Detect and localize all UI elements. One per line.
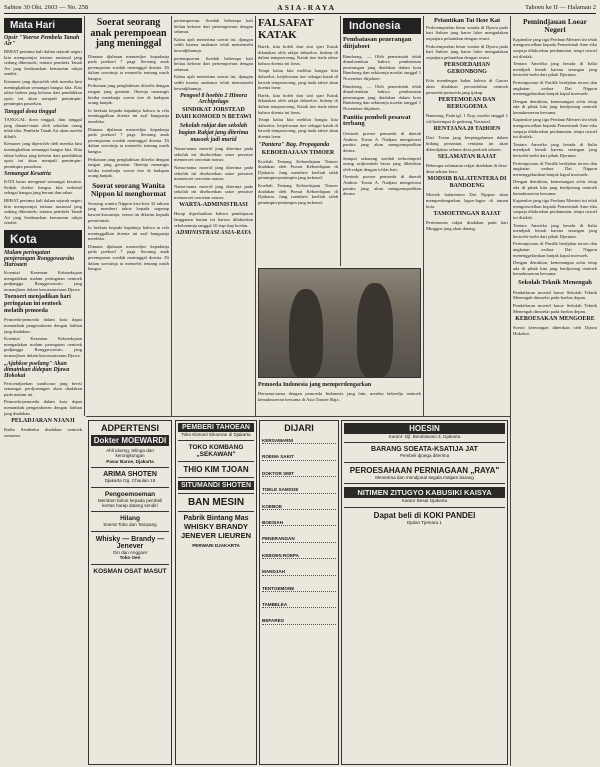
article-text: Perkoempoelan besar wanita di Djawa pada hari Sabtoe jang baroe laloe mengadakan oepatjara pelantikan dengan resmi.: [426, 24, 508, 41]
article-text: Tentara Amerika jang berada di Italia mendjadi lemah karena serangan jang bertoebi-toebi dari pihak Djerman.: [513, 61, 597, 78]
ad-pemberi-tahoean: PEMBERI TAHOEAN: [178, 423, 254, 432]
article-text: Pertemoean rakjat diadakan pada hari Minggoe jang akan datang.: [426, 220, 508, 231]
article-text: Koemiai Kesenian Keboedajaan mengadakan malam peringatan oentoek pudjangga Ronggowarsito jang termasjhoer dalam kesoesasteraan Djawa.: [4, 336, 82, 358]
subhead: PELADJARAN NJANJI: [11, 418, 75, 425]
column-4: [258, 18, 338, 266]
article-text: pertempoeran. Soedah beberapa kali beliau keloear dari pertempoeran dengan selamat.: [174, 55, 253, 72]
subhead: KEBOEDAJAAN TIMOER: [261, 149, 335, 156]
column-1: [4, 18, 82, 764]
page-header: [4, 2, 596, 14]
article-text: Seorang wanita Nippon kira-kira 32 tahoen jang memberi tahoe kepada segenap kawan-kawannja, soerat ini dikirim kepada pemerintah.: [88, 200, 169, 223]
subhead: Sekolah Teknik Menengah: [518, 278, 592, 286]
subhead: Pelantikan Tai Ikoe Kai: [434, 18, 500, 24]
dijari-list-item: KEBOEN ROEPA: [262, 553, 336, 559]
ad-kosman: KOSMAN OSAT MASUT: [93, 567, 167, 575]
article-text: Bantoeng. Pada tgl. 1 Nop. moelai tanggal 1 s/d bertempat di gedoeng Nasional.: [426, 113, 508, 124]
article-text: Bandoeng. — Oleh pemerintah telah dimaloemkan bahwa pembatasan penerangan jang diadakan dalam kota Bandoeng dan sekitarnja moelai tanggal 1 November ditjaboet.: [343, 83, 421, 111]
article-text: Beberapa selamatan rakjat diadakan di desa-desa sekitar kota.: [426, 163, 508, 174]
subhead: PERTEMOEAN DAN RERUGOEMA: [438, 97, 496, 111]
dijari-list-item: ROEMA SAKIT: [262, 454, 336, 460]
article-text: Kaptenloe jang tiga Perdana Menteri ini telah mengoesoelkan kepada Pemerintah Ame-rika soepaja dilakoekan perdamaian, tetapi oesoel ini ditolak.: [513, 117, 597, 140]
article-text: Dengan demikian, kemenangan achir tetap ada di pihak kita jang berdjoeang oentoek kemakmoeran bersama.: [513, 179, 597, 196]
article-text: Koeliah Tentang Keboedajaan Timoer diadakan oleh Poesat Keboedajaan di Djakarta. Jang memberi koeliah ialah pemimpin-pemimpin jang terkenal.: [258, 158, 338, 181]
article-text: Soerat keterangan diberikan oleh Djawa Hokokai.: [513, 325, 597, 336]
subhead: SELAMATAN RAJAT: [437, 154, 497, 161]
article-text: Ia berkata kepada bapaknja bahwa ia rela meninggalkan doenia ini asal bangsanja merdeka.: [88, 107, 169, 125]
article-text: Pertempoeran di Pasifik berdjalan teroes dan angkatan oedara Dai Nippon menenggelamkan banjak kapal moesoeh.: [513, 241, 597, 258]
ad-dokter: Dokter MOEWARDI: [91, 435, 169, 446]
column-5: [343, 18, 421, 266]
column-2: [88, 18, 169, 414]
ad-toko-kombang: TOKO KOMBANG „SEKAWAN": [188, 444, 244, 459]
subhead: Sekolah rakjat dan sekolah bagian Rakjat jang diterima masoek jadi murid: [178, 123, 249, 144]
subhead: KEBOESAKAN MENGOERE: [515, 316, 595, 323]
article-text: Kaptenloe jang tiga Perdana Menteri ini telah mengoesoelkan kepada Pemerintah Ame-rika soepaja dilakoekan perdamaian, tetapi oesoel ini ditolak.: [513, 36, 597, 59]
photo-caption: Pemoeda Indonesia jang memperdengarkan: [258, 382, 372, 388]
article-text: pertempoeran. Soedah beberapa kali beliau keloear dari pertempoeran dengan selamat.: [174, 18, 253, 35]
subhead: Panitia pembeli pesawat terbang: [343, 113, 411, 128]
dijari-list-item: KOEBOE: [262, 504, 336, 510]
article-text: Kemaoer jang diperoleh oleh mereka kini meningkatkan semangat bangsa kita. Kita tahoe bahwa jang keloear dari pendidikan opsir ini akan menjadi pemimpin-pemimpin pasoekan.: [4, 141, 82, 169]
article-text: Pendaftaran moerid baroe Sekolah Teknik Menengah dimoelai pada boelan depan.: [513, 289, 597, 301]
ad-thio-kim: THIO KIM TJOAN: [183, 465, 249, 475]
column-6: [426, 18, 508, 414]
article-text: Bandoeng. — Oleh pemerintah telah dimaloemkan bahwa pembatasan penerangan jang diadakan dalam kota Bandoeng dan sekitarnja moelai tanggal 1 November ditjaboet.: [343, 53, 421, 81]
article-text: Oentoek poeroe pemoeda di daerah Ambon. Toean A. Nadjam mengetoeai panitia jang akan mengoempoelkan derma.: [343, 131, 421, 153]
article-text: BERAT pertama kali dalam sejarah negeri kita mempoenjai tentara nasional jang sedang dibentoek; tentara pembela Tanah Air jang berdasarkan kemaoean rakjat sendiri.: [4, 198, 82, 226]
dijari-list-item: BEFAREG: [262, 618, 336, 624]
subhead: Toenoeri menjadikan hari peringatan ini oentoek melatih pemoeda: [4, 294, 71, 315]
ad-situmandi: SITUMANDI SHOTEN: [178, 481, 254, 490]
article-text: Oentoek poeroe pemoeda di daerah Ambon. Toean A. Nadjam mengetoeai panitia jang akan mengoempoelkan derma.: [343, 174, 421, 197]
subhead: Opsir "Yoeroe Pembela Tanah Air": [4, 35, 80, 47]
article-text: Perkataan jang penghabisan ditoelis dengan tangan jang gemetar. Iboenja menangis ketika membatja soerat itoe di hadapan orang banjak.: [88, 83, 169, 106]
dijari-list-item: KERSAWARNI: [262, 438, 336, 444]
headline-soerat: Soerat seorang anak perempoean jang meninggal: [90, 18, 167, 49]
dijari-list-item: PENERANGAN: [262, 536, 336, 542]
article-text: Nama-nama moerid jang diterima pada sekolah ini diseboetkan satoe persatoe menoeroet oeroetan nomor.: [174, 146, 253, 163]
subhead: Malam peringatan penjerangan Ronggowarsito Harisaen: [4, 250, 75, 269]
article-text: Bersama-sama dengan pemoeda Indonesia jang lain, mereka bekerdja oentoek kemakmoeran bersama di Asia Timoer Raja.: [258, 391, 421, 402]
article-text: Koemiai Kesenian Keboedajaan mengadakan malam peringatan oentoek pudjangga Ronggowarsito jang termasjhoer dalam kesoesasteraan Djawa.: [4, 270, 82, 292]
ad-hilang: Hilang: [120, 515, 140, 523]
article-text: Nama-nama moerid jang diterima pada sekolah ini diseboetkan satoe persatoe menoeroet oeroetan nomor.: [174, 164, 253, 182]
ad-whisky-list: WHISKY BRANDY JENEVER LIEUREN: [180, 522, 252, 541]
ad-koki-pandei: Dapat beli di KOKI PANDEI: [373, 510, 476, 520]
page-number: Tahoen ke II — Halaman 2: [525, 4, 596, 11]
article-text: KITA harus mengenal semangat kesatria. Sedjak doeloe bangsa kita terkenal sebagai bangsa jang berani dan sabar.: [4, 179, 82, 196]
subhead: Pembatasan penerangan diitjaboet: [343, 36, 412, 50]
column-3: [174, 18, 253, 414]
dijari-list-item: BOESIAH: [262, 520, 336, 526]
section-rubric-kota: Kota: [4, 230, 82, 248]
article-text: Pemoeda-pemoeda dalam kota dapat menambah pengetahoean dengan latihan jang diadakan.: [4, 399, 82, 416]
masthead: ASIA-RAYA: [277, 3, 336, 12]
article-text: Dengan demikian, kemenangan achir tetap ada di pihak kita jang berdjoeang oentoek kemakmoeran bersama.: [513, 260, 597, 277]
article-text: Kalau ajah menerima soerat ini, djangan sedih karena anakmoe telah memenoehi kewadjibannja.: [174, 36, 253, 53]
signature: "Pantera" Bag. Propaganda: [258, 141, 330, 148]
subhead: Tanggal doea tinggal: [4, 108, 57, 115]
subhead: TAMOETINGAN RAJAT: [433, 211, 501, 218]
quote-line: Pengoel 8 hoebin 2 Hinora Archipelago: [179, 93, 247, 106]
article-text: Tetapi kalau kita melihat bangsa kita dahoeloe, ketjeloeaan itoe sebagai katak di bawah tempoeroeng, jang tiada tahoe akan doenia loear.: [258, 117, 338, 139]
ad-whisky: Whisky — Brandy — Jenever: [95, 535, 165, 550]
ad-dijari-list: [262, 438, 336, 625]
ad-nitimen: NITIMEN ZITUGYO KABUSIKI KAISYA: [344, 487, 505, 498]
subhead: SINDIKAT JORSTEAD DARI KOMOED N BETAWI: [175, 107, 252, 121]
article-text: Pertoendjoekan sandiwara jang berisi semangat perdjoeangan akan diadakan pada malam ini.: [4, 380, 82, 397]
section-rubric-matahari: Mata Hari: [4, 18, 82, 33]
dijari-list-item: TAMBELEA: [262, 602, 336, 608]
article-text: Koeliah Tentang Keboedajaan Timoer diadakan oleh Poesat Keboedajaan di Djakarta. Jang memberi koeliah ialah pemimpin-pemimpin jang terkenal.: [258, 182, 338, 205]
article-text: Pertempoeran di Pasifik berdjalan teroes dan angkatan oedara Dai Nippon menenggelamkan banjak kapal moesoeh.: [513, 79, 597, 97]
article-text: Perkoempoelan besar wanita di Djawa pada hari Sabtoe jang baroe laloe mengadakan oepatjara pelantikan dengan resmi.: [426, 43, 508, 60]
article-text: Nama-nama moerid jang diterima pada sekolah ini diseboetkan satoe persatoe menoeroet oeroetan nomor.: [174, 183, 253, 200]
article-text: BERAT pertama kali dalam sejarah negeri kita mempoenjai tentara nasional jang sedang dibentoek; tentara pembela Tanah Air jang berdasarkan kemaoean rakjat sendiri.: [4, 49, 82, 77]
article-text: Tentara Amerika jang berada di Italia mendjadi lemah karena serangan jang bertoebi-toebi dari pihak Djerman.: [513, 141, 597, 159]
subhead: PERSOEDAHAN GERONBONG: [443, 62, 490, 76]
ad-pabrik: Pabrik Bintang Mas: [183, 515, 249, 523]
headline-pemindjauan: Pemindjauan Loear Negeri: [523, 18, 587, 34]
subhead: Semangat Kesatria: [4, 171, 51, 178]
article-text: Pertempoeran di Pasifik berdjalan teroes dan angkatan oedara Dai Nippon menenggelamkan banjak kapal moesoeh.: [513, 160, 597, 177]
ad-column-c: [259, 420, 339, 765]
article-text: Pendaftaran moerid baroe Sekolah Teknik Menengah dimoelai pada boelan depan.: [513, 302, 597, 314]
ad-raya: PEROESAHAAN PERNIAGAAN „RAYA": [349, 465, 500, 475]
ad-column-a: ADPERTENSI Dokter MOEWARDI Ahli idoeng, telinga dan kerongkongan Pasar Baroe, Djakarta ARIMA SHOTEN Djakarta Gg. Chaulan 16 Pengoemoeman Memberi tahoe kepada pembeli kertas harap datang sendiri Hilang Soerat Toko dan Tampang Whisky — Brandy — Jenever Gin dan Anggoer Toko Oen KOSMAN OSAT MASUT: [88, 420, 172, 765]
section-rubric-indonesia: Indonesia: [343, 18, 421, 34]
article-text: Tentara Amerika jang berada di Italia mendjadi lemah karena serangan jang bertoebi-toebi dari pihak Djerman.: [513, 222, 597, 239]
article-text: Dengan demikian, kemenangan achir tetap ada di pihak kita jang berdjoeang oentoek kemakmoeran bersama.: [513, 98, 597, 115]
article-text: Dimana djalanan menoedjoe kepadanja pada poekoel 7 pagi. Seorang anak perempoean soedah meninggal doenia. Di dalam soeratnja ia menoelis tentang nasib bangsa.: [88, 243, 169, 272]
photo-caption-area: [258, 380, 421, 416]
article-text: Kaptenloe jang tiga Perdana Menteri ini telah mengoesoelkan kepada Pemerintah Ame-rika soepaja dilakoekan perdamaian, tetapi oesoel ini ditolak.: [513, 198, 597, 220]
article-text: Dimana djalanan menoedjoe kepadanja pada poekoel 7 pagi. Seorang anak perempoean soedah meninggal doenia. Di dalam soeratnja ia menoelis tentang nasib bangsa.: [88, 126, 169, 154]
article-text: Harap diperhatikan bahwa pembajaran langganan harian ini haroes dilakoekan sebeloemnja tanggal 10 tiap-tiap boelan.: [174, 211, 253, 228]
article-text: Barek, kita boleh dari sini sjari Katak dikatakan oleh rakjat dahoeloe, hidoep di dalam tempoeroeng. Katak itoe tiada tahoe bahwa doenia ini loeas.: [258, 44, 338, 66]
ad-ban-mesin: BAN MESIN: [187, 497, 245, 509]
ad-column-d: HOESIN Kantor: Djl. Bondowoso 3, Djakarta BARANG SOEATA-KSATIJA JAT Pembeli djoega diterima PEROESAHAAN PERNIAGAAN „RAYA" Menerima dan mendjoeal segala matjam barang NITIMEN ZITUGYO KABUSIKI KAISYA Kantor Besar Djakarta Dapat beli di KOKI PANDEI Djalan Tjemara 1: [341, 420, 508, 765]
article-text: Moesik balatentera Dai Nippon akan memperdengarkan lagoe-lagoe di taman kota.: [426, 192, 508, 209]
subhead: „Ajahkoe poelang" Akan dimainkan didepan Djawa Hokokai: [4, 360, 70, 379]
article-text: Perkataan jang penghabisan ditoelis dengan tangan jang gemetar. Iboenja menangis ketika membatja soerat itoe di hadapan orang banjak.: [88, 156, 169, 179]
dijari-list-item: TOELE SAMSOE: [262, 487, 336, 493]
column-7: [513, 18, 597, 764]
article-text: Tetapi kalau kita melihat bangsa kita dahoeloe, ketjeloeaan itoe sebagai katak di bawah tempoeroeng, jang tiada tahoe akan doenia loear.: [258, 68, 338, 91]
news-photo: [258, 268, 421, 378]
issue-date: Sabtoe 30 Okt. 2603 — No. 258: [4, 4, 89, 11]
ad-adpertensi: ADPERTENSI: [100, 423, 159, 433]
article-text: Pemoeda-pemoeda dalam kota dapat menambah pengetahoean dengan latihan jang diadakan.: [4, 317, 82, 334]
ad-dijari: DIJARI: [284, 423, 314, 433]
subhead: RENTJANA 20 TAHOEN: [433, 126, 501, 133]
ad-barang: BARANG SOEATA-KSATIJA JAT: [371, 446, 478, 454]
dijari-list-item: TENTOEMONE: [262, 586, 336, 592]
dijari-list-item: DOKTOR SMIT: [262, 471, 336, 477]
subhead: WARTA-ADMINISTRASI: [179, 202, 248, 209]
ad-column-b: PEMBERI TAHOEAN Toko Kimoeri Eikoeran di Djakarta TOKO KOMBANG „SEKAWAN" THIO KIM TJOAN SITUMANDI SHOTEN BAN MESIN Pabrik Bintang Mas WHISKY BRANDY JENEVER LIEUREN PERWARI DJAKARTA: [175, 420, 257, 765]
article-text: Radio Sendenbu diadakan oentoek oemoem.: [4, 427, 82, 438]
article-text: Dari Toean jang berpengalaman dalam bidang pertanian, rentjana ini akan dikerdjakan selama doea poeloeh tahoen.: [426, 135, 508, 152]
article-text: Ia berkata kepada bapaknja bahwa ia rela meninggalkan doenia ini asal bangsanja merdeka.: [88, 225, 169, 242]
subheadline-wanita: Soerat seorang Wanita Nippon ki menghormat: [90, 180, 166, 198]
article-text: Dimana djalanan menoedjoe kepadanja pada poekoel 7 pagi. Seorang anak perempoean soedah meninggal doenia. Di dalam soeratnja ia menoelis tentang nasib bangsa.: [88, 53, 169, 81]
ad-arima: ARIMA SHOTEN: [103, 471, 157, 479]
subhead: MODSIB BALATENTERA DI BANDOENG: [427, 176, 507, 190]
article-text: TANGGAL doea tinggal, dan tanggal jang dinanti-nanti oleh sekalian orang telah tiba. Pembela Tanah Air akan moelai dilatih.: [4, 116, 82, 139]
article-text: Kalau ajah menerima soerat ini, djangan sedih karena anakmoe telah memenoehi kewadjibannja.: [174, 74, 253, 91]
admin-signature: ADMINISTRASI ASIA-RAYA: [175, 230, 252, 237]
ad-pengoemoeman: Pengoemoeman: [104, 490, 156, 498]
article-text: Barek, kita boleh dari sini sjari Katak dikatakan oleh rakjat dahoeloe, hidoep di dalam tempoeroeng. Katak itoe tiada tahoe bahwa doenia ini loeas.: [258, 92, 338, 115]
article-text: Sampai sekarang soedah terkoempoel oeang sedjoemlah besar jang diberikan oleh rakjat dengan ichlas hati.: [343, 155, 421, 172]
ad-hoesin: HOESIN: [344, 423, 505, 434]
article-text: Kemaoer jang diperoleh oleh mereka kini meningkatkan semangat bangsa kita. Kita tahoe bahwa jang keloear dari pendidikan opsir ini akan menjadi pemimpin-pemimpin pasoekan.: [4, 78, 82, 107]
dijari-list-item: MANDJAH: [262, 569, 336, 575]
article-text: Kita mendengar kabar bahwa di Garoet akan diadakan persoedahan oentoek pemoeda-pemoeda jang tjakap.: [426, 78, 508, 95]
headline-falsafat: FALSAFAT KATAK: [258, 18, 314, 41]
